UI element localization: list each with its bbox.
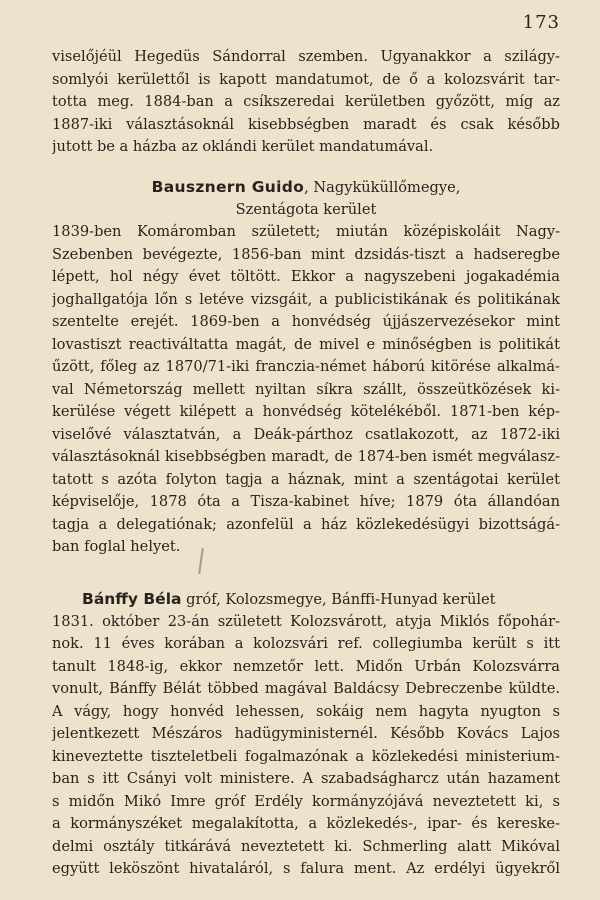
text-line: lépett, hol négy évet töltött. Ekkor a nagyszebeni jogakadémia	[52, 268, 560, 285]
text-line: együtt leköszönt hivataláról, s falura ment. Az erdélyi ügyekről	[52, 860, 560, 877]
text-line: 1839-ben Komáromban született; miután középiskoláit Nagy-	[52, 223, 560, 240]
text-line: nok. 11 éves korában a kolozsvári ref. collegiumba került s itt	[52, 635, 560, 652]
text-line: űzött, főleg az 1870/71-iki franczia-német háború kitörése alkalmá-	[52, 358, 560, 375]
text-line: szentelte erejét. 1869-ben a honvédség újjászervezésekor mint	[52, 313, 560, 330]
entry-bausznern	[52, 176, 560, 559]
paragraph-continuation	[52, 46, 560, 159]
entry-district: Szentágota kerület	[235, 200, 377, 218]
text-line: totta meg. 1884-ban a csíkszeredai kerületben győzött, míg az	[52, 93, 560, 110]
entry-name: Bánffy Béla	[82, 590, 182, 608]
text-line: joghallgatója lőn s letéve vizsgáit, a publicistikának és politikának	[52, 290, 560, 308]
text-line: választásoknál kisebbségben maradt, de 1874-ben ismét megválasz-	[52, 448, 560, 465]
text-line: val Németország mellett nyiltan síkra szállt, összeütközések ki-	[52, 380, 560, 398]
text-line: A vágy, hogy honvéd lehessen, sokáig nem hagyta nyugton s	[52, 702, 560, 720]
text-line: s midőn Mikó Imre gróf Erdély kormányzójává neveztetett ki, s	[52, 792, 560, 810]
entry-heading-rest: gróf, Kolozsmegye, Bánffi-Hunyad kerület	[181, 591, 496, 608]
entry-name: Bausznern Guido	[151, 178, 305, 196]
text-line: lovastiszt reactiváltatta magát, de mivel e minőségben is politikát	[52, 335, 560, 353]
text-line: a kormányszéket megalakította, a közlekedés-, ipar- és kereske-	[52, 815, 560, 832]
text-line: képviselője, 1878 óta a Tisza-kabinet híve; 1879 óta állandóan	[52, 493, 560, 510]
text-line: viselővé választatván, a Deák-párthoz csatlakozott, az 1872-iki	[52, 425, 560, 443]
text-line: ban s itt Csányi volt ministere. A szabadságharcz után hazament	[52, 770, 560, 787]
text-line: jelentkezett Mészáros hadügyministernél. Később Kovács Lajos	[52, 725, 560, 742]
text-line: tagja a delegatiónak; azonfelül a ház közlekedésügyi bizottságá-	[52, 515, 560, 533]
entry-heading	[52, 588, 560, 611]
entry-heading-rest: , Nagyküküllőmegye,	[304, 179, 461, 196]
entry-banffy	[52, 588, 560, 881]
text-line: delmi osztály titkárává neveztetett ki. Schmerling alatt Mikóval	[52, 837, 560, 855]
text-line: tanult 1848-ig, ekkor nemzetőr lett. Midőn Urbán Kolozsvárra	[52, 657, 560, 675]
text-line: Szebenben bevégezte, 1856-ban mint dzsidás-tiszt a hadseregbe	[52, 245, 560, 263]
text-line: 1831. október 23-án született Kolozsvárott, atyja Miklós főpohár-	[52, 612, 560, 630]
entry-heading	[52, 176, 560, 199]
text-line: viselőjéül Hegedüs Sándorral szemben. Ugyanakkor a szilágy-	[52, 48, 560, 65]
text-line: somlyói kerülettől is kapott mandatumot, de ő a kolozsvárit tar-	[52, 70, 560, 88]
text-line: 1887-iki választásoknál kisebbségben maradt és csak később	[52, 115, 560, 133]
page-number: 173	[522, 12, 560, 33]
text-line: vonult, Bánffy Bélát többed magával Baldácsy Debreczenbe küldte.	[52, 680, 560, 697]
text-line: tatott s azóta folyton tagja a háznak, mint a szentágotai kerület	[52, 470, 560, 488]
text-line: kerülése végett kilépett a honvédség kötelékéből. 1871-ben kép-	[52, 403, 560, 420]
text-line: ban foglal helyet.	[52, 538, 181, 555]
text-line: jutott be a házba az oklándi kerület mandatumával.	[52, 138, 434, 155]
text-line: kineveztette tiszteletbeli fogalmazónak a közlekedési ministerium-	[52, 747, 560, 765]
